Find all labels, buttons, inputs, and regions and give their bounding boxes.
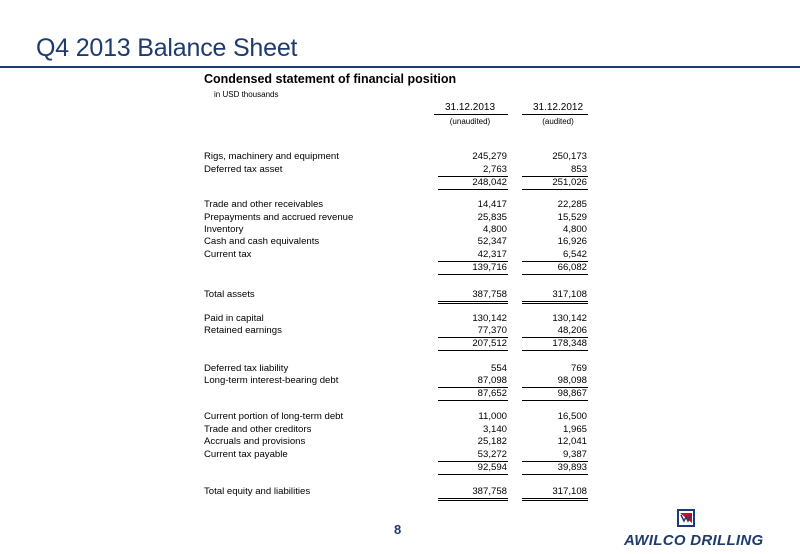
value-2012: 16,500	[557, 411, 587, 422]
subtotal-2013: 207,512	[472, 338, 507, 349]
table-row	[204, 199, 587, 212]
row-label: Long-term interest-bearing debt	[204, 375, 339, 386]
row-label: Accruals and provisions	[204, 436, 306, 447]
column-header-rule	[522, 114, 588, 115]
subtotal-2012: 178,348	[552, 338, 587, 349]
subtotal-rule	[438, 350, 508, 351]
column-header-2012: 31.12.2012	[532, 102, 584, 113]
statement-heading: Condensed statement of financial position	[204, 72, 457, 86]
total-double-rule	[438, 301, 508, 304]
subtotal-rule	[438, 400, 508, 401]
column-status-2012: (audited)	[542, 117, 574, 126]
value-2012: 48,206	[557, 325, 587, 336]
subtotal-2013: 139,716	[472, 262, 507, 273]
subtotal-2012: 39,893	[557, 462, 587, 473]
column-header-2013: 31.12.2013	[444, 102, 496, 113]
row-label: Current tax	[204, 249, 252, 260]
row-label: Current tax payable	[204, 449, 288, 460]
subtotal-2012: 98,867	[557, 388, 587, 399]
value-2012: 9,387	[562, 449, 587, 460]
value-2013: 11,000	[478, 411, 507, 422]
value-2013: 130,142	[472, 313, 507, 324]
total-2012: 317,108	[552, 289, 587, 300]
value-2012: 12,041	[557, 436, 587, 447]
subtotal-2012: 251,026	[552, 177, 587, 188]
subtotal-rule	[438, 274, 508, 275]
table-row	[204, 411, 587, 424]
subtotal-2013: 92,594	[477, 462, 507, 473]
title-divider	[0, 66, 800, 68]
value-2013: 25,835	[477, 212, 507, 223]
subtotal-rule	[522, 474, 588, 475]
page-number: 8	[394, 522, 402, 537]
value-2013: 554	[490, 363, 507, 374]
page-title: Q4 2013 Balance Sheet	[36, 34, 298, 62]
row-label: Rigs, machinery and equipment	[204, 151, 339, 162]
value-2012: 6,542	[562, 249, 587, 260]
total-2013: 387,758	[472, 486, 507, 497]
subtotal-rule	[438, 474, 508, 475]
value-2013: 25,182	[477, 436, 507, 447]
row-label: Current portion of long-term debt	[204, 411, 344, 422]
total-double-rule	[522, 498, 588, 501]
subtotal-2013: 87,652	[477, 388, 507, 399]
value-2013: 87,098	[477, 375, 507, 386]
row-label: Deferred tax liability	[204, 363, 289, 374]
row-label: Cash and cash equivalents	[204, 236, 320, 247]
value-2013: 14,417	[477, 199, 507, 210]
table-row	[204, 236, 587, 249]
logo-text: AWILCO DRILLING	[624, 532, 764, 549]
value-2012: 769	[570, 363, 587, 374]
column-header-rule	[434, 114, 508, 115]
value-2012: 853	[570, 164, 587, 175]
row-label: Trade and other receivables	[204, 199, 324, 210]
table-row	[204, 436, 587, 449]
value-2013: 52,347	[477, 236, 507, 247]
subtotal-rule	[522, 400, 588, 401]
value-2013: 53,272	[477, 449, 507, 460]
row-label: Prepayments and accrued revenue	[204, 212, 354, 223]
row-label: Total assets	[204, 289, 255, 300]
column-status-2013: (unaudited)	[449, 117, 491, 126]
row-label: Deferred tax asset	[204, 164, 283, 175]
total-double-rule	[522, 301, 588, 304]
value-2013: 245,279	[472, 151, 507, 162]
subtotal-rule	[522, 189, 588, 190]
value-2012: 16,926	[557, 236, 587, 247]
value-2012: 250,173	[552, 151, 587, 162]
subtotal-2013: 248,042	[472, 177, 507, 188]
total-double-rule	[438, 498, 508, 501]
value-2012: 130,142	[552, 313, 587, 324]
value-2012: 98,098	[557, 375, 587, 386]
value-2012: 22,285	[557, 199, 587, 210]
value-2012: 15,529	[557, 212, 587, 223]
subtotal-rule	[522, 350, 588, 351]
row-label: Retained earnings	[204, 325, 282, 336]
row-label: Inventory	[204, 224, 244, 235]
value-2013: 4,800	[482, 224, 507, 235]
value-2013: 2,763	[482, 164, 507, 175]
total-2012: 317,108	[552, 486, 587, 497]
row-label: Trade and other creditors	[204, 424, 312, 435]
total-2013: 387,758	[472, 289, 507, 300]
row-label: Paid in capital	[204, 313, 264, 324]
table-row	[204, 151, 587, 164]
value-2013: 3,140	[482, 424, 507, 435]
subtotal-2012: 66,082	[557, 262, 587, 273]
unit-note: in USD thousands	[214, 90, 279, 99]
subtotal-rule	[438, 189, 508, 190]
value-2013: 42,317	[477, 249, 507, 260]
value-2012: 1,965	[562, 424, 587, 435]
company-logo	[624, 508, 794, 548]
value-2012: 4,800	[562, 224, 587, 235]
subtotal-rule	[522, 274, 588, 275]
flag-icon	[676, 508, 696, 528]
row-label: Total equity and liabilities	[204, 486, 311, 497]
value-2013: 77,370	[477, 325, 507, 336]
